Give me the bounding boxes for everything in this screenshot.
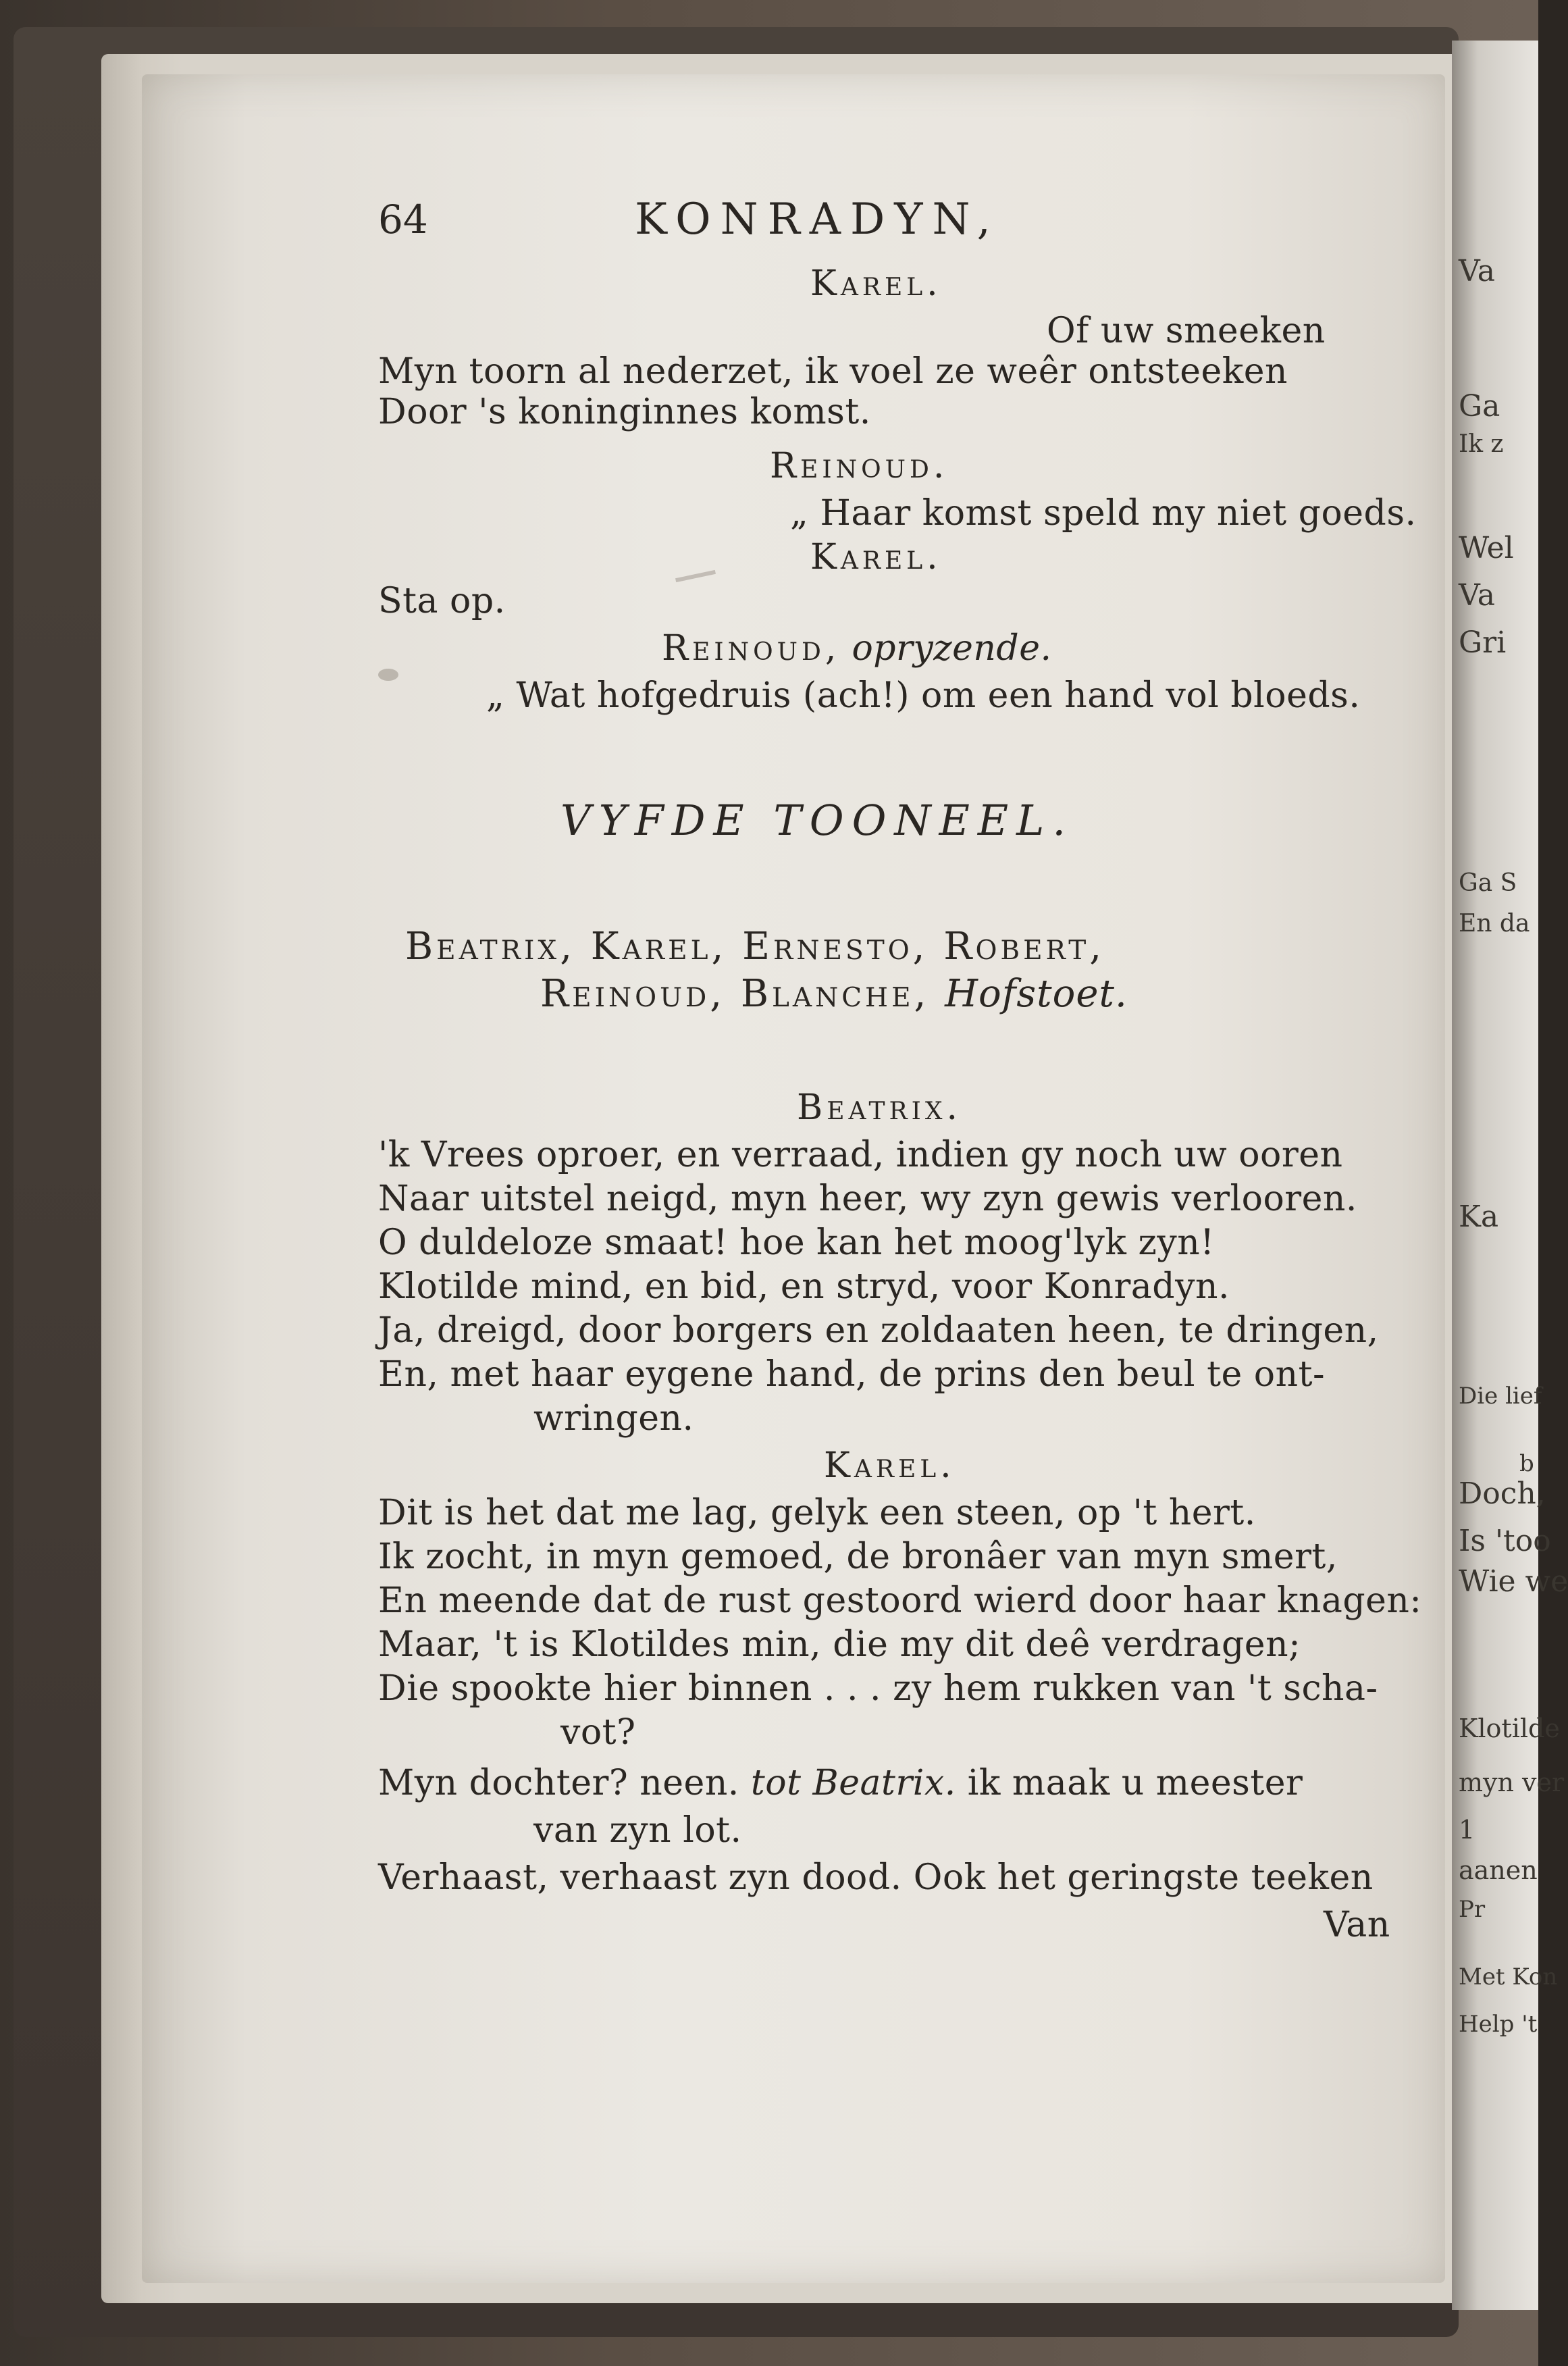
speaker-name: Karel. xyxy=(810,263,942,304)
verse-line: Maar, 't is Klotildes min, die my dit deê verdragen; xyxy=(378,1624,1301,1665)
facing-fragment: Ga xyxy=(1459,389,1500,423)
verse-line: Dit is het dat me lag, gelyk een steen, op 't hert. xyxy=(378,1493,1256,1533)
catchword: Van xyxy=(1324,1905,1390,1945)
scene-title: VYFDE TOONEEL. xyxy=(560,796,1074,845)
speaker-name: Karel. xyxy=(824,1445,956,1486)
facing-fragment: Wie we xyxy=(1459,1564,1568,1599)
verse-line: En meende dat de rust gestoord wierd door haar knagen: xyxy=(378,1580,1422,1621)
verse-line: Ik zocht, in myn gemoed, de bronâer van myn smert, xyxy=(378,1537,1338,1577)
facing-fragment: Is 'too xyxy=(1459,1524,1551,1558)
facing-fragment: Doch, xyxy=(1459,1476,1546,1511)
verse-line: vot? xyxy=(560,1712,636,1753)
facing-fragment: Wel xyxy=(1459,531,1514,565)
speaker-with-direction xyxy=(662,628,1052,669)
cast-names: Reinoud, Blanche, xyxy=(540,972,930,1016)
facing-fragment: Va xyxy=(1459,578,1495,613)
verse-line: Myn toorn al nederzet, ik voel ze weêr ontsteeken xyxy=(378,351,1288,392)
verse-line: „ Haar komst speld my niet goeds. xyxy=(790,493,1417,534)
facing-fragment: Help 't xyxy=(1459,2011,1538,2038)
verse-line: 'k Vrees oproer, en verraad, indien gy noch uw ooren xyxy=(378,1135,1343,1175)
facing-fragment: Gri xyxy=(1459,625,1507,660)
verse-line: En, met haar eygene hand, de prins den beul te ont- xyxy=(378,1354,1326,1395)
verse-line: „ Wat hofgedruis (ach!) om een hand vol bloeds. xyxy=(486,675,1361,716)
page-text xyxy=(378,195,1422,2020)
facing-page-edge xyxy=(1452,41,1568,2310)
verse-line: Klotilde mind, en bid, en stryd, voor Konradyn. xyxy=(378,1266,1230,1307)
verse-line: Ja, dreigd, door borgers en zoldaaten heen, te dringen, xyxy=(378,1310,1379,1351)
verse-line: Naar uitstel neigd, myn heer, wy zyn gewis verlooren. xyxy=(378,1179,1357,1219)
speaker-name: Beatrix. xyxy=(797,1087,962,1128)
verse-line: Verhaast, verhaast zyn dood. Ook het geringste teeken xyxy=(378,1857,1374,1898)
facing-fragment: Die lief xyxy=(1459,1383,1542,1410)
page-number: 64 xyxy=(378,197,428,242)
cast-list: Beatrix, Karel, Ernesto, Robert, xyxy=(405,925,1105,969)
facing-fragment: b xyxy=(1519,1450,1534,1477)
facing-fragment: 1 xyxy=(1459,1815,1475,1845)
facing-fragment: Pr xyxy=(1459,1896,1486,1923)
verse-line: Of uw smeeken xyxy=(1047,311,1326,351)
verse-line-with-direction xyxy=(378,1763,1303,1803)
stage-direction: tot Beatrix. xyxy=(750,1763,956,1803)
facing-fragment: Met Kon xyxy=(1459,1963,1558,1990)
cast-list xyxy=(540,973,1128,1016)
verse-line: Die spookte hier binnen . . . zy hem rukken van 't scha- xyxy=(378,1668,1378,1709)
speaker-name: Karel. xyxy=(810,537,942,577)
verse-line: van zyn lot. xyxy=(533,1810,742,1851)
facing-fragment: Ga S xyxy=(1459,869,1517,897)
facing-fragment: Ka xyxy=(1459,1200,1499,1234)
verse-line: wringen. xyxy=(533,1398,694,1439)
facing-fragment: myn ver xyxy=(1459,1768,1565,1797)
verse-line: Sta op. xyxy=(378,581,506,621)
verse-line: Door 's koninginnes komst. xyxy=(378,392,871,432)
facing-fragment: En da xyxy=(1459,910,1530,937)
facing-fragment: Va xyxy=(1459,254,1495,288)
facing-fragment: aanen xyxy=(1459,1855,1538,1885)
stage-direction: opryzende. xyxy=(852,628,1052,669)
facing-fragment: Ik z xyxy=(1459,430,1504,458)
running-title: KONRADYN, xyxy=(635,195,1000,245)
speaker-name: Reinoud. xyxy=(770,446,949,486)
verse-line: O duldeloze smaat! hoe kan het moog'lyk zyn! xyxy=(378,1223,1215,1263)
verse-text: Myn dochter? neen. xyxy=(378,1763,739,1803)
facing-fragment: Klotilde xyxy=(1459,1714,1560,1743)
verse-text: ik maak u meester xyxy=(967,1763,1303,1803)
speaker-name: Reinoud, xyxy=(662,628,841,669)
cast-italic: Hofstoet. xyxy=(945,972,1128,1016)
